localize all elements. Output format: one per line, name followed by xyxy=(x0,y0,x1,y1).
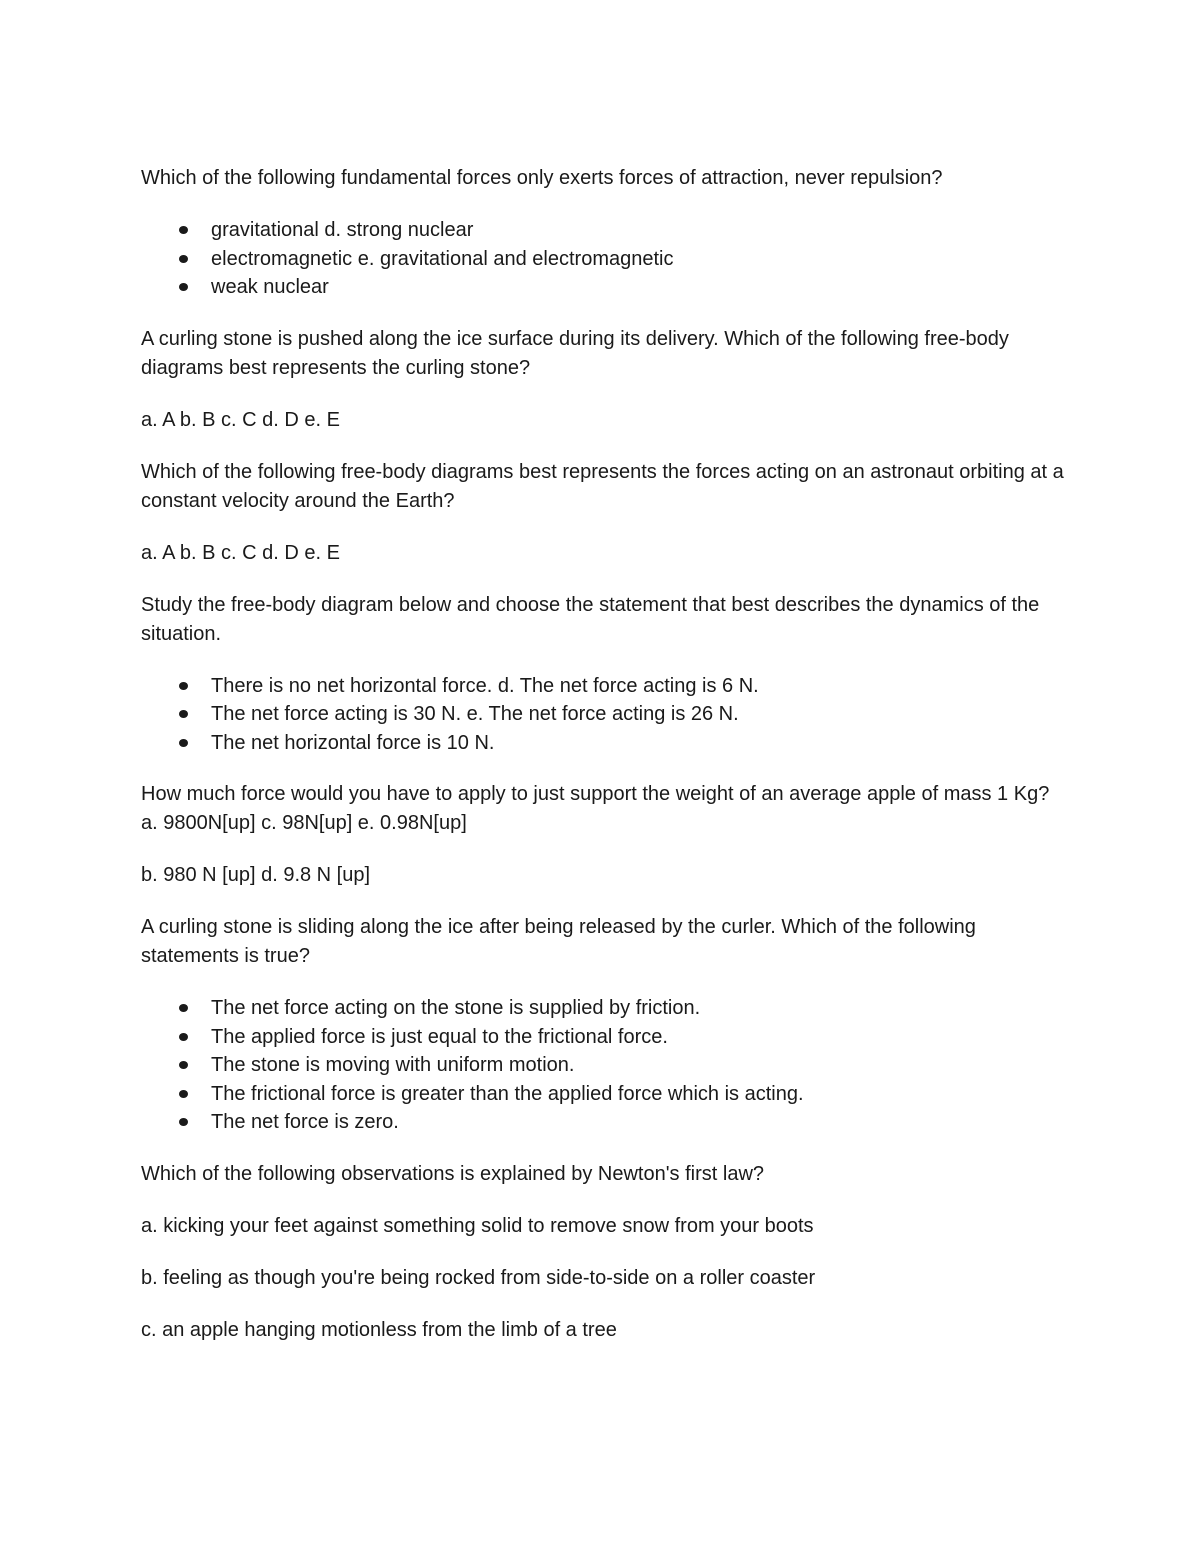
bullet-icon xyxy=(179,682,188,690)
question-4-text: Study the free-body diagram below and choose the statement that best describes the dynamics of the situation. xyxy=(141,593,1040,645)
question-3-text: Which of the following free-body diagrams best represents the forces acting on an astronaut orbiting at a constant velocity around the Earth? xyxy=(141,460,1064,512)
question-1-options xyxy=(141,216,1071,302)
question-7-option-c: c. an apple hanging motionless from the limb of a tree xyxy=(141,1318,617,1341)
bullet-icon xyxy=(179,255,188,263)
bullet-icon xyxy=(179,710,188,718)
list-item-text: weak nuclear xyxy=(211,276,329,298)
bullet-icon xyxy=(179,1004,188,1012)
question-4-options xyxy=(141,672,1071,758)
list-item xyxy=(141,1080,1071,1109)
list-item xyxy=(141,216,1071,245)
question-1-text: Which of the following fundamental forces only exerts forces of attraction, never repulsion? xyxy=(141,167,943,189)
list-item-text: electromagnetic e. gravitational and electromagnetic xyxy=(211,247,674,270)
list-item-text: The stone is moving with uniform motion. xyxy=(211,1054,575,1076)
question-7-option-b: b. feeling as though you're being rocked from side-to-side on a roller coaster xyxy=(141,1266,816,1289)
list-item-text: The net force acting is 30 N. e. The net force acting is 26 N. xyxy=(211,703,739,725)
list-item-text: The net force is zero. xyxy=(211,1111,399,1133)
question-5-answers: b. 980 N [up] d. 9.8 N [up] xyxy=(141,864,371,886)
list-item xyxy=(141,273,1071,302)
list-item-text: The frictional force is greater than the applied force which is acting. xyxy=(211,1082,804,1105)
bullet-icon xyxy=(179,1061,188,1069)
question-2-answers: a. A b. B c. C d. D e. E xyxy=(141,408,340,431)
question-5-text: How much force would you have to apply to just support the weight of an average apple of mass 1 Kg? a. 9800N[up] c. 98N[up] e. 0.98N[up] xyxy=(141,783,1050,834)
question-3-answers: a. A b. B c. C d. D e. E xyxy=(141,541,340,564)
list-item xyxy=(141,1108,1071,1137)
list-item-text: The net horizontal force is 10 N. xyxy=(211,731,495,754)
question-6-options xyxy=(141,994,1071,1137)
list-item xyxy=(141,1051,1071,1080)
bullet-icon xyxy=(179,283,188,291)
list-item-text: The net force acting on the stone is supplied by friction. xyxy=(211,997,701,1019)
list-item xyxy=(141,700,1071,729)
list-item xyxy=(141,994,1071,1023)
list-item xyxy=(141,672,1071,701)
question-2-text: A curling stone is pushed along the ice surface during its delivery. Which of the following free-body diagrams best represents the curling stone? xyxy=(141,327,1009,379)
bullet-icon xyxy=(179,1118,188,1126)
bullet-icon xyxy=(179,739,188,747)
question-7-option-a: a. kicking your feet against something solid to remove snow from your boots xyxy=(141,1214,814,1237)
list-item xyxy=(141,245,1071,274)
bullet-icon xyxy=(179,1033,188,1041)
document-page xyxy=(141,164,1071,1368)
list-item xyxy=(141,729,1071,758)
bullet-icon xyxy=(179,226,188,234)
list-item-text: The applied force is just equal to the frictional force. xyxy=(211,1025,668,1048)
bullet-icon xyxy=(179,1090,188,1098)
list-item xyxy=(141,1023,1071,1052)
list-item-text: gravitational d. strong nuclear xyxy=(211,219,474,241)
list-item-text: There is no net horizontal force. d. The net force acting is 6 N. xyxy=(211,674,759,697)
question-7-text: Which of the following observations is explained by Newton's first law? xyxy=(141,1162,765,1185)
question-6-text: A curling stone is sliding along the ice after being released by the curler. Which of the following statements is true? xyxy=(141,916,976,967)
